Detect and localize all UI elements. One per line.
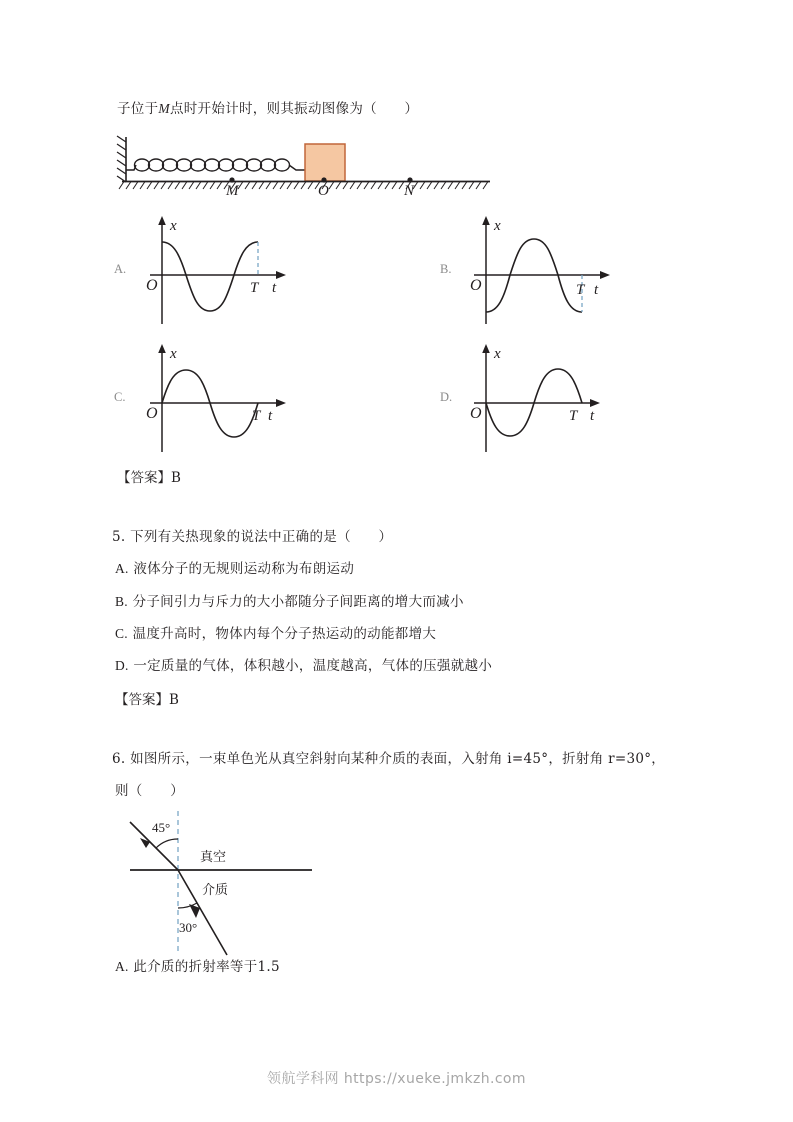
svg-text:x: x — [170, 218, 177, 234]
svg-text:30°: 30° — [179, 920, 198, 935]
svg-text:T: T — [576, 282, 585, 298]
point-label-O: O — [318, 183, 329, 199]
option-b-graph — [464, 212, 634, 332]
question4-stem — [117, 99, 418, 119]
svg-text:x: x — [494, 218, 501, 234]
svg-text:O: O — [470, 277, 482, 294]
option-a-letter: A. — [114, 262, 127, 276]
question4-stem-italic-M: M — [158, 101, 170, 116]
footer-watermark: 领航学科网 https://xueke.jmkzh.com — [267, 1071, 526, 1087]
option-b-letter: B. — [440, 262, 452, 276]
svg-text:O: O — [470, 405, 482, 422]
option-d-letter: D. — [440, 390, 453, 404]
question5-stem-text: 下列有关热现象的说法中正确的是（ ） — [130, 529, 393, 545]
question5-option-c-text: 温度升高时，物体内每个分子热运动的动能都增大 — [132, 626, 437, 642]
svg-text:45°: 45° — [152, 820, 171, 835]
option-c-graph — [140, 340, 310, 460]
question5-option-d — [115, 656, 492, 676]
question5-option-d-letter: D. — [115, 658, 129, 673]
medium-label: 介质 — [202, 883, 229, 898]
question5-option-a-letter: A. — [115, 561, 129, 576]
svg-text:t: t — [268, 408, 273, 424]
option-d-graph — [464, 340, 634, 460]
svg-text:T: T — [250, 280, 259, 296]
question4-stem-prefix: 子位于 — [117, 101, 159, 117]
svg-text:T: T — [252, 408, 261, 424]
refraction-figure — [128, 808, 343, 956]
question6-stem-line2: 则（ ） — [115, 783, 184, 799]
question4-answer: 【答案】B — [117, 470, 181, 486]
question4-stem-suffix: 点时开始计时，则其振动图像为（ ） — [169, 101, 419, 117]
svg-text:t: t — [590, 408, 595, 424]
svg-text:T: T — [569, 408, 578, 424]
question5-option-b — [115, 592, 464, 612]
question5-option-a — [115, 559, 354, 579]
point-label-N: N — [404, 183, 415, 199]
svg-text:x: x — [494, 346, 501, 362]
point-label-M: M — [226, 183, 239, 199]
question5-option-b-letter: B. — [115, 594, 128, 609]
question5-option-b-text: 分子间引力与斥力的大小都随分子间距离的增大而减小 — [132, 594, 464, 610]
option-a-graph — [140, 212, 310, 332]
question5-option-c — [115, 624, 436, 644]
question6-option-a-letter: A. — [115, 959, 129, 974]
spring-mass-figure — [112, 134, 492, 204]
option-c-letter: C. — [114, 390, 126, 404]
question6-number: 6. — [112, 751, 126, 767]
question5-option-c-letter: C. — [115, 626, 128, 641]
question6-stem-line1 — [112, 749, 665, 769]
question5-option-d-text: 一定质量的气体，体积越小，温度越高，气体的压强就越小 — [133, 658, 493, 674]
svg-text:x: x — [170, 346, 177, 362]
question6-stem-text: 如图所示，一束单色光从真空斜射向某种介质的表面，入射角 i=45°，折射角 r=30°， — [130, 751, 666, 767]
svg-text:t: t — [272, 280, 277, 296]
question6-option-a-text: 此介质的折射率等于1.5 — [133, 959, 280, 975]
question6-option-a — [115, 957, 280, 977]
vacuum-label: 真空 — [200, 850, 227, 865]
question5-answer: 【答案】B — [115, 692, 179, 708]
question5-option-a-text: 液体分子的无规则运动称为布朗运动 — [133, 561, 355, 577]
svg-text:O: O — [146, 277, 158, 294]
question5-stem — [112, 527, 392, 547]
question5-number: 5. — [112, 529, 126, 545]
svg-text:t: t — [594, 282, 599, 298]
svg-text:O: O — [146, 405, 158, 422]
